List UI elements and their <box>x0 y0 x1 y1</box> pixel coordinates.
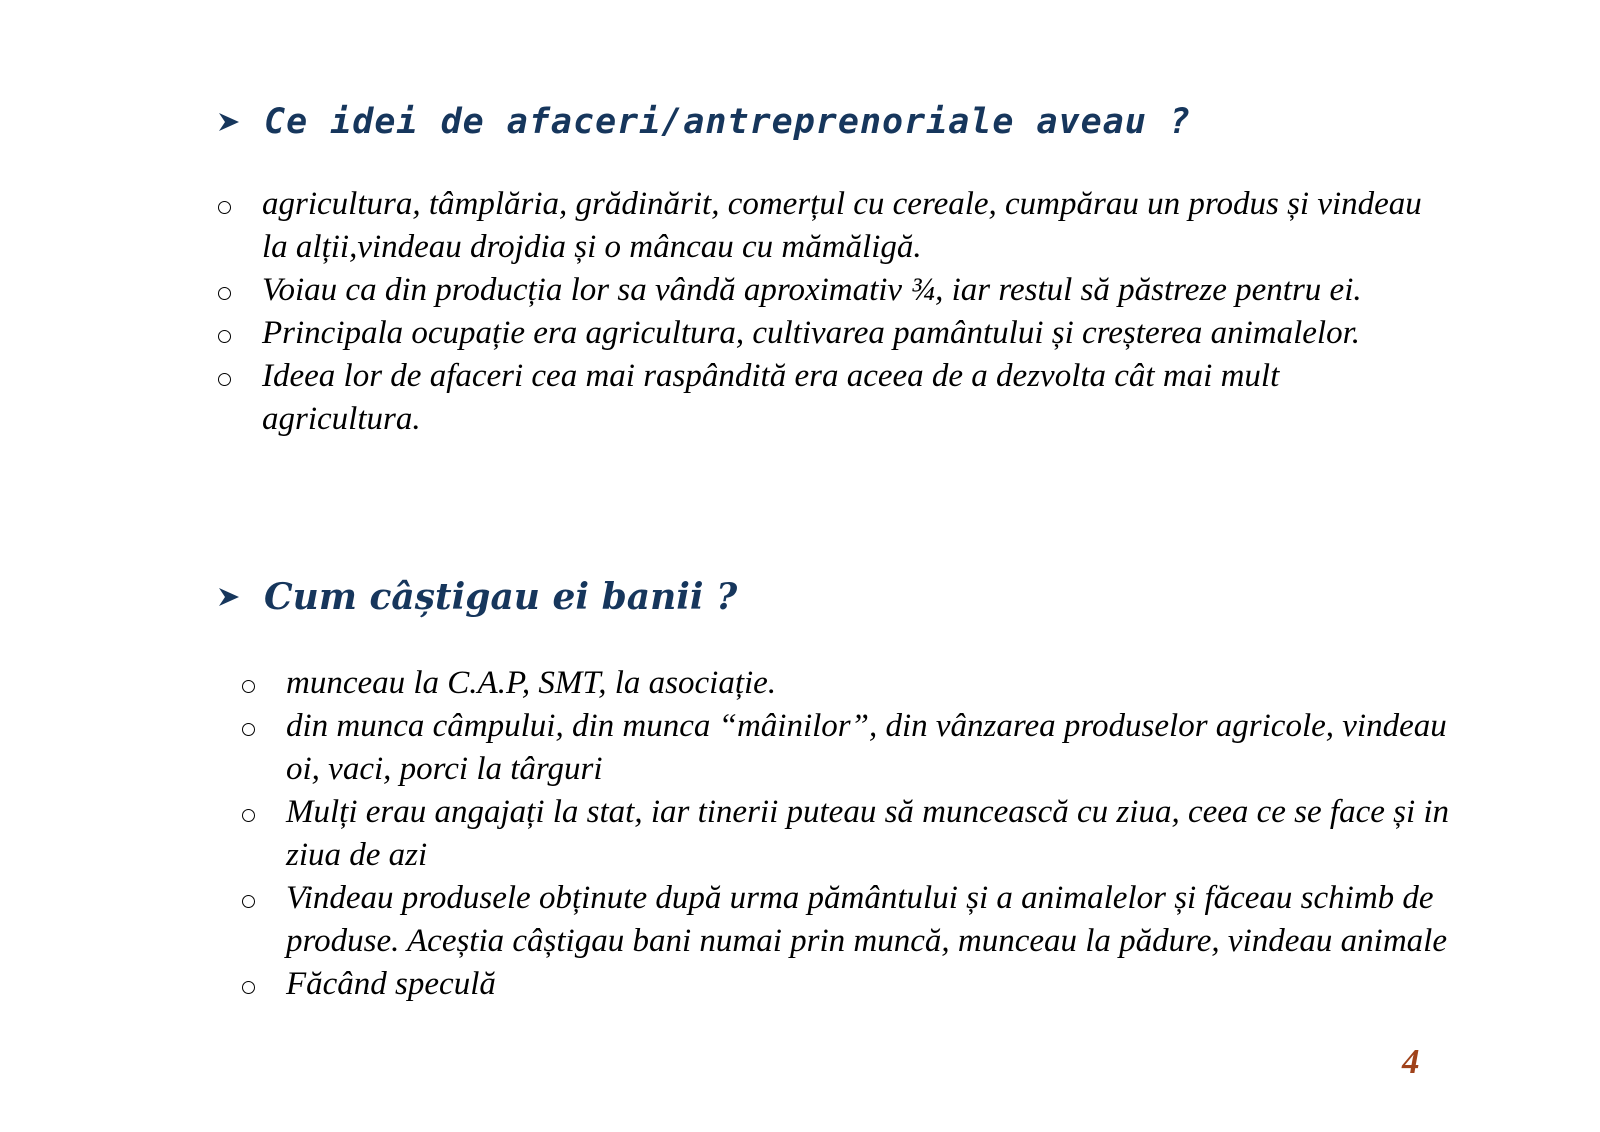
section-heading-business-ideas <box>218 102 1191 142</box>
list-item-text: agricultura, tâmplăria, grădinărit, comerțul cu cereale, cumpărau un produs și vindeau la alții,vindeau drojdia și o mâncau cu mămăligă. <box>262 186 1422 265</box>
list-item <box>216 183 1446 269</box>
section-heading-earning-money <box>218 576 737 618</box>
list-item-text: Vindeau produsele obținute după urma pământului și a animalelor și făceau schimb de produse. Aceștia câștigau bani numai prin muncă, munceau la pădure, vindeau animale <box>286 880 1447 959</box>
hollow-circle-bullet-icon <box>242 723 255 736</box>
list-item-text: Mulți erau angajați la stat, iar tinerii puteau să muncească cu ziua, ceea ce se face și in ziua de azi <box>286 794 1450 873</box>
list-item <box>216 312 1446 355</box>
list-item-text: munceau la C.A.P, SMT, la asociație. <box>286 665 777 701</box>
hollow-circle-bullet-icon <box>242 680 255 693</box>
section-heading-text: Ce idei de afaceri/antreprenoriale aveau ? <box>264 102 1192 142</box>
hollow-circle-bullet-icon <box>242 981 255 994</box>
list-item-text: Ideea lor de afaceri cea mai raspândită era aceea de a dezvolta cât mai mult agricultura. <box>262 358 1280 437</box>
list-item-text: Principala ocupație era agricultura, cultivarea pamântului și creșterea animalelor. <box>262 315 1361 351</box>
section-heading-text: Cum câștigau ei banii ? <box>264 576 738 618</box>
list-item <box>240 963 1470 1006</box>
list-item-text: Făcând speculă <box>286 966 496 1002</box>
hollow-circle-bullet-icon <box>218 373 231 386</box>
hollow-circle-bullet-icon <box>218 201 231 214</box>
list-item <box>240 791 1470 877</box>
hollow-circle-bullet-icon <box>242 895 255 908</box>
arrowhead-bullet-icon <box>218 111 240 133</box>
business-ideas-list <box>216 183 1446 441</box>
hollow-circle-bullet-icon <box>218 287 231 300</box>
list-item-text: din munca câmpului, din munca “mâinilor”, din vânzarea produselor agricole, vindeau oi, vaci, porci la târguri <box>286 708 1447 787</box>
hollow-circle-bullet-icon <box>218 330 231 343</box>
list-item <box>216 355 1446 441</box>
list-item-text: Voiau ca din producția lor sa vândă aproximativ ¾, iar restul să păstreze pentru ei. <box>262 272 1362 308</box>
hollow-circle-bullet-icon <box>242 809 255 822</box>
list-item <box>240 705 1470 791</box>
arrowhead-bullet-icon <box>218 586 240 608</box>
page-number: 4 <box>1402 1042 1420 1081</box>
earning-money-list <box>240 662 1470 1006</box>
list-item <box>216 269 1446 312</box>
list-item <box>240 877 1470 963</box>
list-item <box>240 662 1470 705</box>
